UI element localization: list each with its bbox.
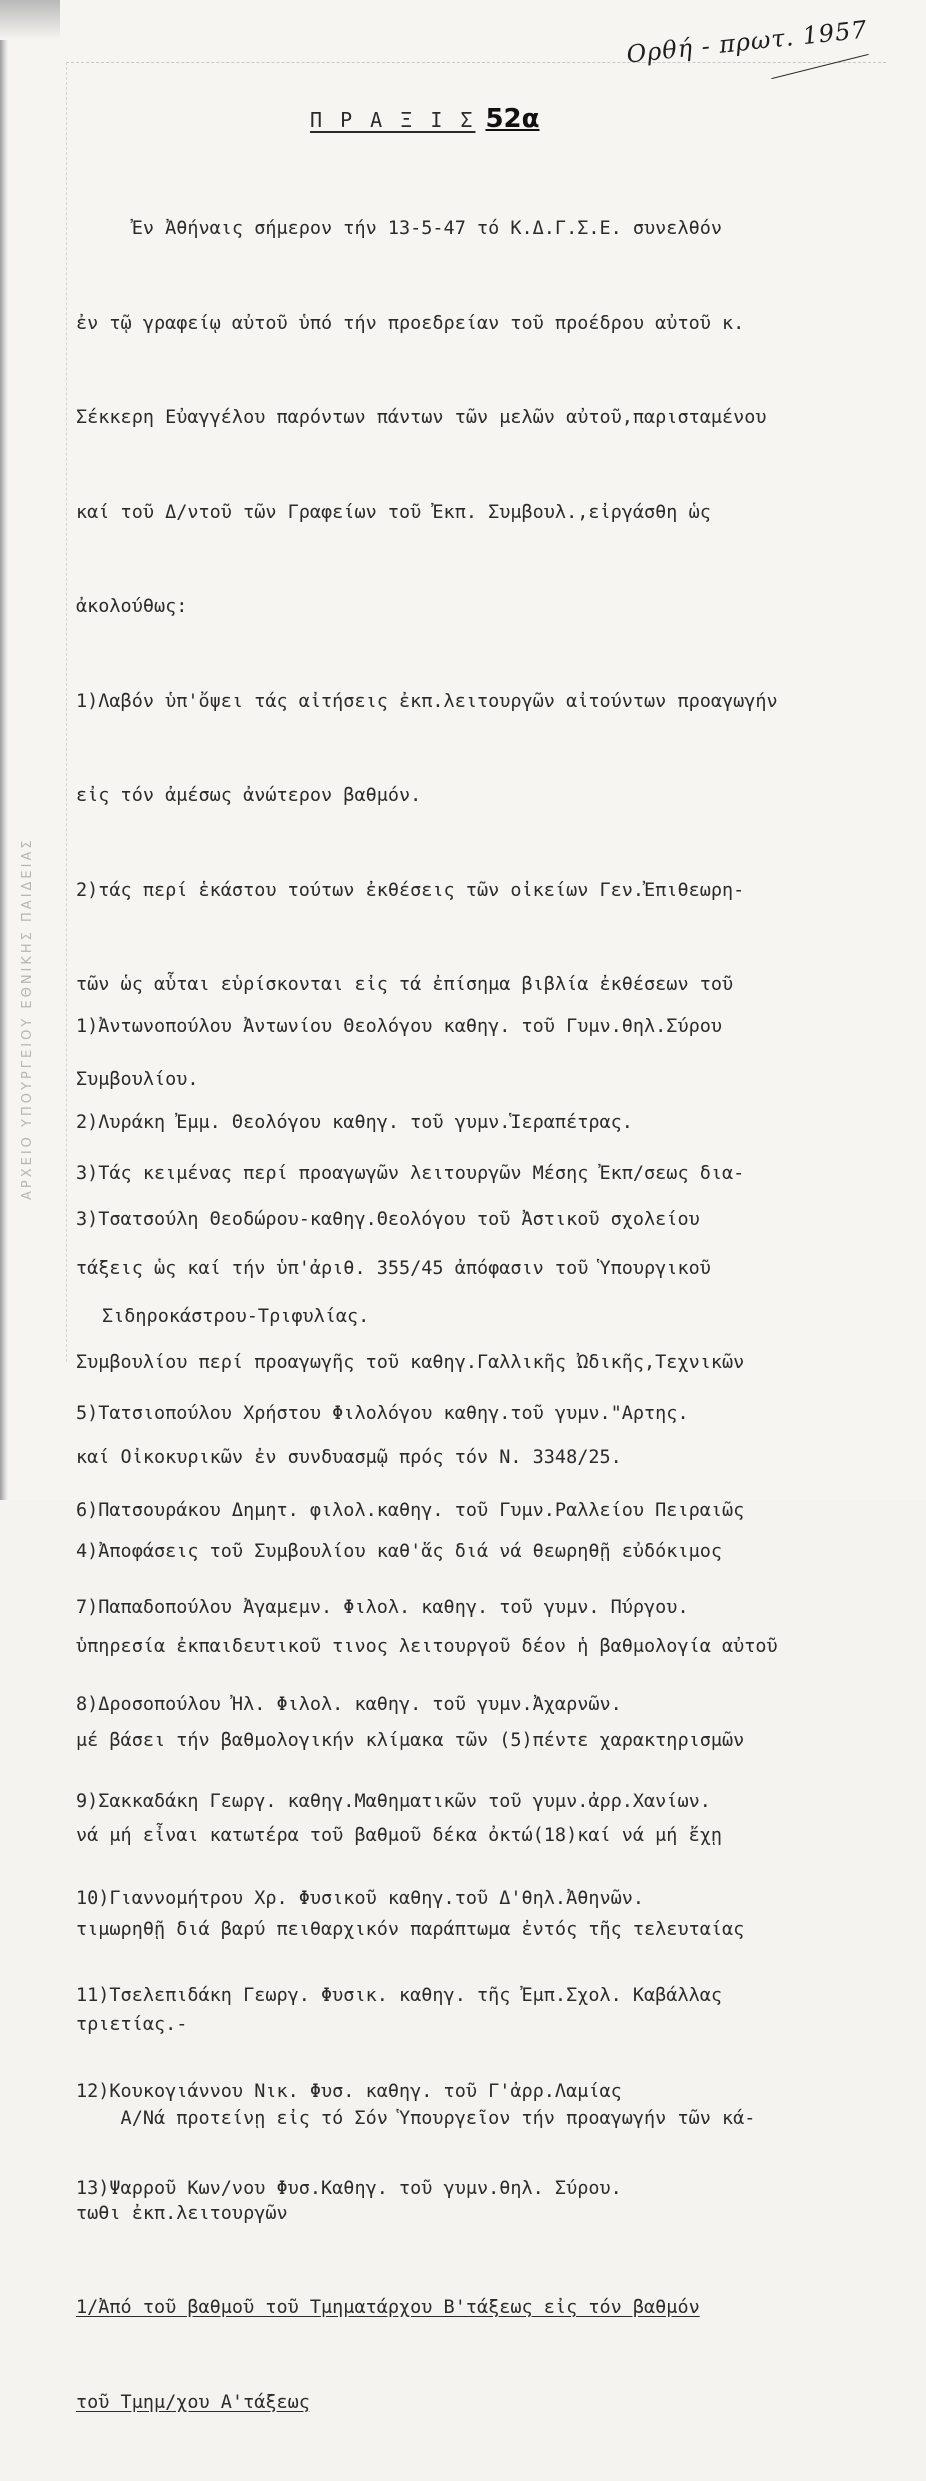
body-line: ἀκολούθως: <box>76 596 188 617</box>
list-item: 7)Παπαδοπούλου Ἀγαμεμν. Φιλολ. καθηγ. τοῦ γυμν. Πύργου. <box>76 1596 689 1618</box>
body-line: 2)τάς περί ἑκάστου τούτων ἐκθέσεις τῶν οἰκείων Γεν.Ἐπιθεωρη- <box>76 879 745 901</box>
archive-side-stamp: ΑΡΧΕΙΟ ΥΠΟΥΡΓΕΙΟΥ ΕΘΝΙΚΗΣ ΠΑΙΔΕΙΑΣ <box>20 837 35 1200</box>
body-line: καί Οἰκοκυρικῶν ἐν συνδυασμῷ πρός τόν Ν. 3348/25. <box>76 1446 622 1468</box>
list-item: 2)Λυράκη Ἐμμ. Θεολόγου καθηγ. τοῦ γυμν.Ἱεραπέτρας. <box>76 1112 633 1134</box>
frame-rule-left <box>66 62 67 1362</box>
body-line: Συμβουλίου. <box>76 1068 199 1090</box>
list-item: 12)Κουκογιάννου Νικ. Φυσ. καθηγ. τοῦ Γ'ἀρρ.Λαμίας <box>76 2081 622 2103</box>
body-line: τῶν ὡς αὗται εὑρίσκονται εἰς τά ἐπίσημα βιβλία ἐκθέσεων τοῦ <box>76 974 734 995</box>
body-line: ἐν τῷ γραφείῳ αὐτοῦ ὑπό τήν προεδρείαν τοῦ προέδρου αὐτοῦ κ. <box>76 312 745 334</box>
body-line: 1)Λαβόν ὑπ'ὄψει τάς αἰτήσεις ἐκπ.λειτουργῶν αἰτούντων προαγωγήν <box>76 690 778 712</box>
list-item: 5)Τατσιοπούλου Χρήστου Φιλολόγου καθηγ.τοῦ γυμν."Αρτης. <box>76 1403 689 1425</box>
body-line: τωθι ἐκπ.λειτουργῶν <box>76 2202 288 2224</box>
body-line: μέ βάσει τήν βαθμολογικήν κλίμακα τῶν (5)πέντε χαρακτηρισμῶν <box>76 1730 745 1751</box>
list-item: 10)Γιαννομήτρου Χρ. Φυσικοῦ καθηγ.τοῦ Δ'θηλ.Ἀθηνῶν. <box>76 1887 645 1909</box>
heading-number: 52α <box>485 104 540 134</box>
scan-corner-shadow <box>0 0 60 40</box>
body-line: Συμβουλίου περί προαγωγῆς τοῦ καθηγ.Γαλλικῆς Ὠδικῆς,Τεχνικῶν <box>76 1352 745 1373</box>
body-line: τιμωρηθῇ διά βαρύ πειθαρχικόν παράπτωμα ἐντός τῆς τελευταίας <box>76 1919 745 1940</box>
body-line: 3)Τάς κειμένας περί προαγωγῶν λειτουργῶν Μέσης Ἐκπ/σεως δια- <box>76 1163 745 1184</box>
body-line: Ἐν Ἀθήναις σήμερον τήν 13-5-47 τό Κ.Δ.Γ.Σ.Ε. συνελθόν <box>76 218 723 239</box>
body-line: Σέκκερη Εὐαγγέλου παρόντων πάντων τῶν μελῶν αὐτοῦ,παρισταμένου <box>76 407 767 428</box>
section-heading-line: τοῦ Τμημ/χου Α'τάξεως <box>76 2391 310 2413</box>
frame-rule-top <box>66 62 886 63</box>
body-line: νά μή εἶναι κατωτέρα τοῦ βαθμοῦ δέκα ὀκτώ(18)καί νά μή ἔχῃ <box>76 1824 723 1846</box>
handwritten-underline <box>771 54 868 79</box>
body-line: Α/Νά προτείνῃ εἰς τό Σόν Ὑπουργεῖον τήν προαγωγήν τῶν κά- <box>76 2108 756 2129</box>
heading-title: Π Ρ Α Ξ Ι Σ <box>310 108 476 132</box>
section-heading-line: 1/Ἀπό τοῦ βαθμοῦ τοῦ Τμηματάρχου Β'τάξεως εἰς τόν βαθμόν <box>76 2297 700 2318</box>
list-item: 3)Τσατσούλη Θεοδώρου-καθηγ.Θεολόγου τοῦ Ἀστικοῦ σχολείου <box>76 1209 700 1231</box>
body-line: 4)Ἀποφάσεις τοῦ Συμβουλίου καθ'ἅς διά νά θεωρηθῇ εὐδόκιμος <box>76 1541 723 1562</box>
body-line: καί τοῦ Δ/ντοῦ τῶν Γραφείων τοῦ Ἐκπ. Συμβουλ.,εἰργάσθη ὡς <box>76 501 711 523</box>
promotion-list <box>76 946 906 2270</box>
document-heading <box>310 104 540 140</box>
list-item: 13)Ψαρροῦ Κων/νου Φυσ.Καθηγ. τοῦ γυμν.θηλ. Σύρου. <box>76 2178 622 2200</box>
list-item-continuation: Σιδηροκάστρου-Τριφυλίας. <box>102 1306 370 1328</box>
list-item: 8)Δροσοπούλου Ἠλ. Φιλολ. καθηγ. τοῦ γυμν.Ἀχαρνῶν. <box>76 1693 622 1715</box>
body-line: τριετίας.- <box>76 2013 188 2035</box>
list-item: 6)Πατσουράκου Δημητ. φιλολ.καθηγ. τοῦ Γυμν.Ραλλείου Πειραιῶς <box>76 1500 745 1522</box>
body-line: ὑπηρεσία ἐκπαιδευτικοῦ τινος λειτουργοῦ δέον ἡ βαθμολογία αὐτοῦ <box>76 1635 778 1657</box>
list-item: 9)Σακκαδάκη Γεωργ. καθηγ.Μαθηματικῶν τοῦ γυμν.ἀρρ.Χανίων. <box>76 1790 711 1812</box>
list-item: 11)Τσελεπιδάκη Γεωργ. Φυσικ. καθηγ. τῆς Ἐμπ.Σχολ. Καβάλλας <box>76 1984 723 2006</box>
list-item: 1)Ἀντωνοπούλου Ἀντωνίου Θεολόγου καθηγ. τοῦ Γυμν.θηλ.Σύρου <box>76 1015 723 1037</box>
handwritten-annotation: Ορθή - πρωτ. 1957 <box>625 15 869 69</box>
scan-edge-shadow <box>0 0 8 1500</box>
body-line: εἰς τόν ἀμέσως ἀνώτερον βαθμόν. <box>76 785 422 806</box>
body-line: τάξεις ὡς καί τήν ὑπ'ἀριθ. 355/45 ἀπόφασιν τοῦ Ὑπουργικοῦ <box>76 1257 711 1279</box>
